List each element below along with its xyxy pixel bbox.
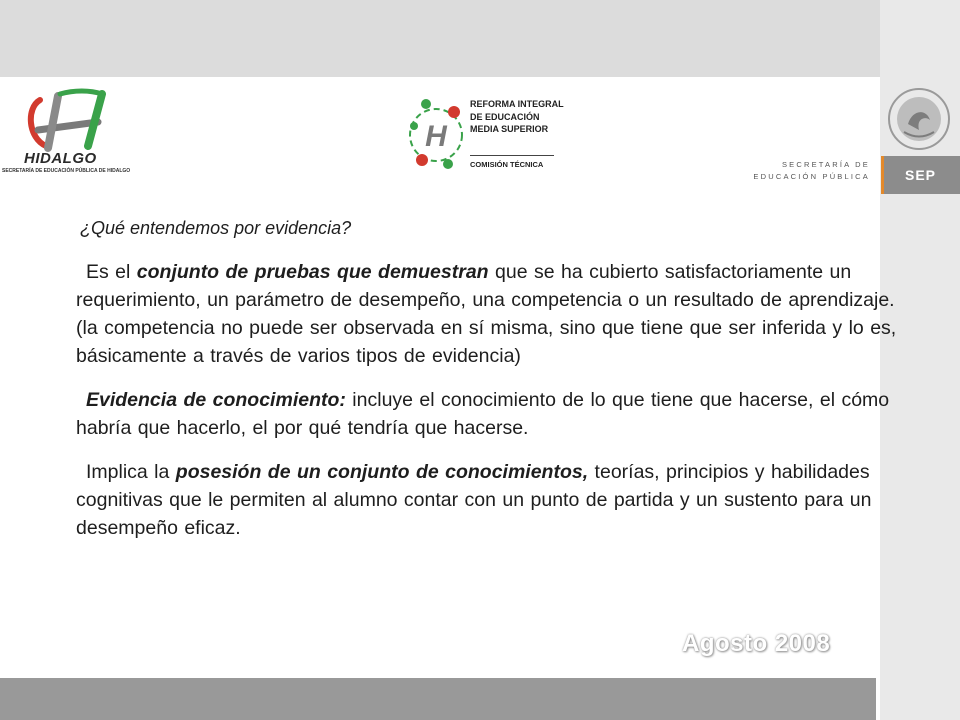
riems-subtitle: COMISIÓN TÉCNICA: [470, 160, 544, 169]
sep-name-line-1: SECRETARÍA DE: [781, 160, 870, 169]
riems-logo-icon: [404, 96, 468, 174]
top-band: [0, 0, 880, 77]
riems-line-2: DE EDUCACIÓN: [470, 111, 540, 122]
paragraph-implication-text-c: teorías, principios y habilidades cognitivas que le permiten al alumno contar con un punto de partida y un sustento para un desempeño eficaz.: [76, 461, 872, 539]
paragraph-implication: [76, 458, 906, 542]
slide-content: [76, 214, 906, 558]
paragraph-definition: [76, 258, 906, 370]
riems-divider: [470, 155, 554, 156]
paragraph-knowledge-emphasis: Evidencia de conocimiento:: [86, 389, 346, 411]
mexico-seal-icon: [886, 86, 952, 152]
paragraph-knowledge-text: incluye el conocimiento de lo que tiene que hacerse, el cómo habría que hacerlo, el por qué tendría que hacerse.: [76, 389, 890, 439]
svg-text:H: H: [425, 120, 447, 153]
hidalgo-subtitle: SECRETARÍA DE EDUCACIÓN PÚBLICA DE HIDALGO: [2, 168, 131, 174]
riems-line-3: MEDIA SUPERIOR: [470, 124, 549, 134]
sep-badge: SEP: [881, 156, 960, 194]
sep-accent-bar: [881, 156, 884, 194]
paragraph-definition-emphasis: conjunto de pruebas que demuestran: [136, 261, 489, 283]
paragraph-definition-text-a: Es el: [86, 261, 137, 283]
hidalgo-name: HIDALGO: [24, 150, 97, 167]
bottom-band: [0, 678, 876, 720]
riems-title: [470, 98, 564, 136]
paragraph-implication-emphasis: posesión de un conjunto de conocimientos,: [175, 461, 589, 483]
paragraph-definition-text-c: que se ha cubierto satisfactoriamente un requerimiento, un parámetro de desempeño, una competencia o un resultado de aprendizaje. (la competencia no puede ser observada en sí misma, sino que tiene que ser inferida y lo es, básicamente a través de varios tipos de evidencia): [76, 261, 897, 367]
sep-name-line-2: EDUCACIÓN PÚBLICA: [753, 172, 870, 181]
riems-line-1: REFORMA INTEGRAL: [470, 99, 564, 109]
date-watermark: Agosto 2008: [682, 630, 831, 657]
slide-question: ¿Qué entendemos por evidencia?: [80, 218, 352, 238]
paragraph-implication-text-a: Implica la: [86, 461, 176, 483]
paragraph-knowledge-evidence: [76, 386, 906, 442]
